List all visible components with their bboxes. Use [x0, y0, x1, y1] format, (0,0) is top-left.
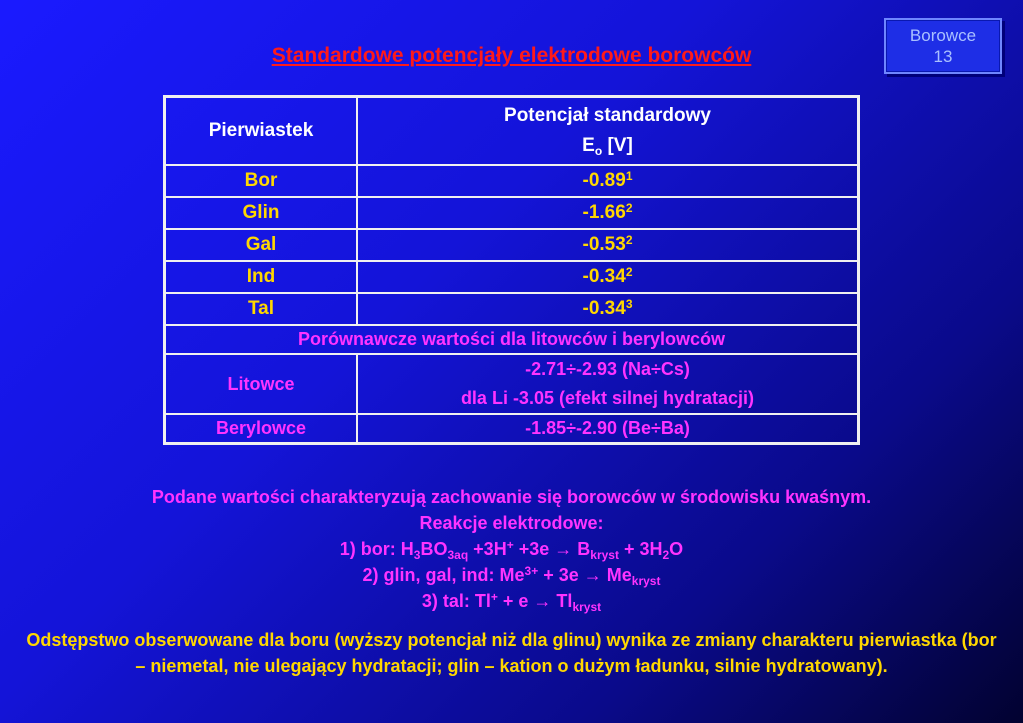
cell-element: Tal — [165, 293, 358, 325]
cell-litowce-value: -2.71÷-2.93 (Na÷Cs) dla Li -3.05 (efekt silnej hydratacji) — [357, 354, 859, 414]
cell-element: Bor — [165, 165, 358, 197]
badge-topic: Borowce — [909, 26, 977, 45]
header-potential-unit: $E_o$ [V] — [582, 135, 633, 158]
table-row — [165, 261, 859, 293]
conclusion-text: Odstępstwo obserwowane dla boru (wyższy potencjał niż dla glinu) wynika ze zmiany charakteru pierwiastka (bor – niemetal, nie ulegający hydratacji; glin – kation o dużym ładunku, silnie hydratowany). — [26, 630, 997, 676]
slide-title: Standardowe potencjały elektrodowe borowców — [271, 44, 752, 67]
cell-value: -0.34$^3$ — [357, 293, 859, 325]
table-row — [165, 354, 859, 414]
table-row — [165, 197, 859, 229]
cell-litowce: Litowce — [165, 354, 358, 414]
cell-value: -0.89$^1$ — [357, 165, 859, 197]
notes-block — [0, 484, 1023, 614]
cell-value: -0.34$^2$ — [357, 261, 859, 293]
cell-berylowce: Berylowce — [165, 414, 358, 444]
badge-number: 13 — [933, 47, 953, 66]
table-row — [165, 414, 859, 444]
table-row — [165, 293, 859, 325]
potentials-table — [163, 95, 860, 445]
notes-line: Reakcje elektrodowe: — [419, 513, 604, 533]
cell-element: Glin — [165, 197, 358, 229]
header-potential-label: Potencjał standardowy — [504, 105, 711, 126]
header-element: Pierwiastek — [165, 97, 358, 166]
comparison-header-row — [165, 325, 859, 354]
comparison-header: Porównawcze wartości dla litowców i berylowców — [165, 325, 859, 354]
notes-line: Podane wartości charakteryzują zachowanie się borowców w środowisku kwaśnym. — [151, 487, 872, 507]
cell-berylowce-value: -1.85÷-2.90 (Be÷Ba) — [357, 414, 859, 444]
table-header-row — [165, 97, 859, 166]
reaction-1: 1) bor: $H_3BO_{3aq} +3H^+ +3e \to B_{kryst} + 3H_2O$ — [339, 538, 684, 562]
cell-value: -0.53$^2$ — [357, 229, 859, 261]
header-potential — [357, 97, 859, 166]
table-row — [165, 165, 859, 197]
table-row — [165, 229, 859, 261]
cell-element: Gal — [165, 229, 358, 261]
reaction-3: 3) tal: $Tl^+ + e \to Tl_{kryst}$ — [421, 590, 602, 614]
cell-value: -1.66$^2$ — [357, 197, 859, 229]
cell-element: Ind — [165, 261, 358, 293]
reaction-2: 2) glin, gal, ind: $Me^{3+} + 3e \to Me_{kryst}$ — [362, 564, 661, 588]
